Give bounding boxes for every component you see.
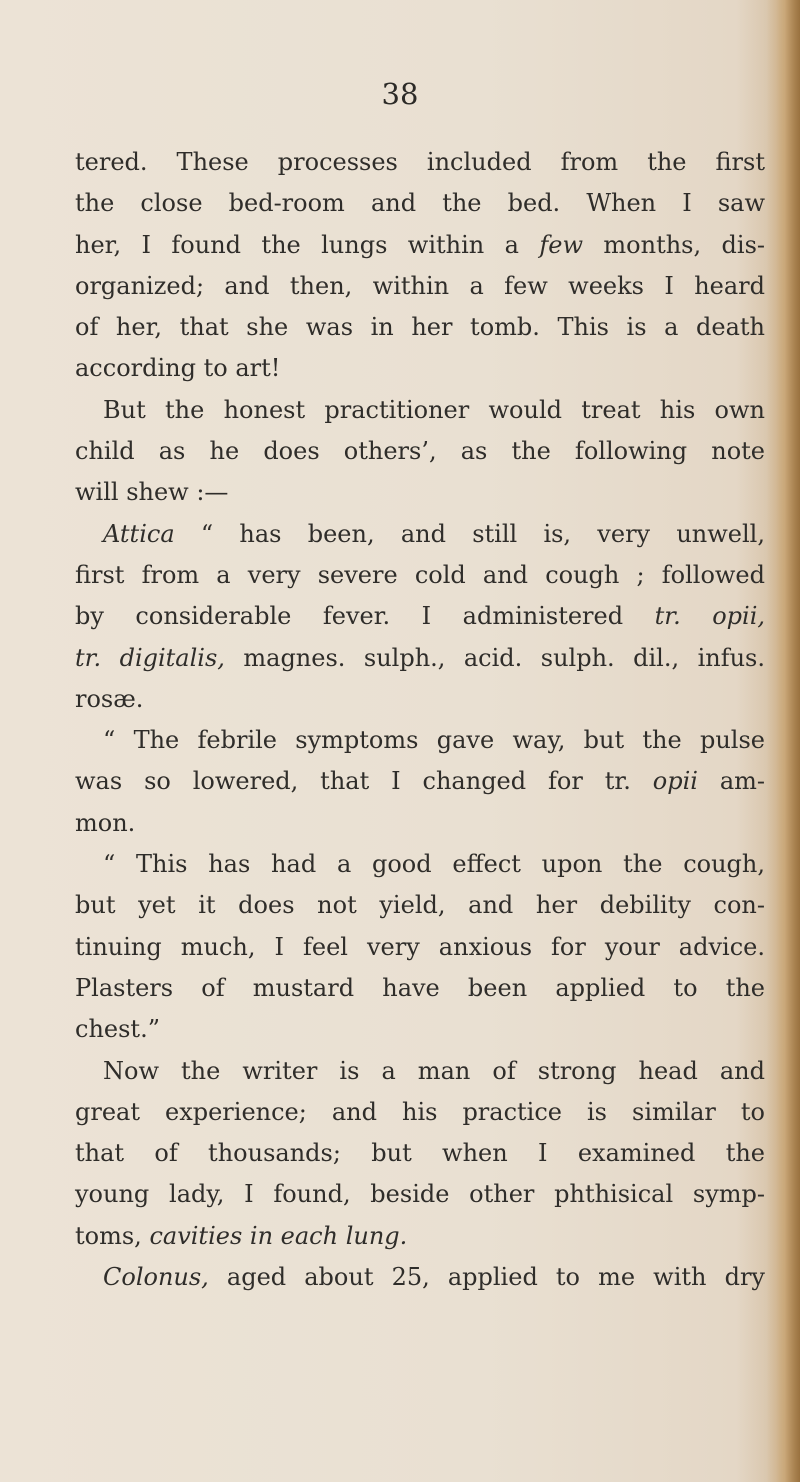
text-line-12 bbox=[75, 596, 765, 637]
line-9-segment-1: will shew :— bbox=[75, 478, 229, 507]
line-26-segment-1: young lady, I found, beside other phthisical symp- bbox=[75, 1180, 765, 1209]
text-line-9 bbox=[75, 472, 765, 513]
text-line-8 bbox=[75, 431, 765, 472]
line-28-segment-2: aged about 25, applied to me with dry bbox=[208, 1263, 765, 1292]
line-3-segment-1: her, I found the lungs within a bbox=[75, 230, 540, 259]
line-27-segment-2: cavities in each lung. bbox=[149, 1221, 408, 1250]
text-line-20 bbox=[75, 927, 765, 968]
text-line-27 bbox=[75, 1216, 765, 1257]
line-2-segment-1: the close bed-room and the bed. When I saw bbox=[75, 189, 765, 218]
text-line-25 bbox=[75, 1133, 765, 1174]
text-line-7 bbox=[75, 390, 765, 431]
line-24-segment-1: great experience; and his practice is similar to bbox=[75, 1097, 765, 1126]
line-16-segment-3: am- bbox=[697, 767, 766, 796]
line-18-segment-1: “ This has had a good effect upon the cough, bbox=[103, 850, 765, 879]
text-line-23 bbox=[75, 1051, 765, 1092]
page-edge-stain bbox=[766, 0, 800, 1482]
line-13-segment-2: magnes. sulph., acid. sulph. dil., infus. bbox=[224, 643, 765, 672]
line-23-segment-1: Now the writer is a man of strong head and bbox=[103, 1056, 765, 1085]
line-6-segment-1: according to art! bbox=[75, 354, 281, 383]
line-22-segment-1: chest.” bbox=[75, 1015, 160, 1044]
text-line-26 bbox=[75, 1174, 765, 1215]
line-5-segment-1: of her, that she was in her tomb. This is a death bbox=[75, 313, 765, 342]
line-16-segment-1: was so lowered, that I changed for tr. bbox=[75, 767, 653, 796]
line-11-segment-1: first from a very severe cold and cough ; followed bbox=[75, 560, 765, 589]
line-17-segment-1: mon. bbox=[75, 808, 136, 837]
text-line-2 bbox=[75, 183, 765, 224]
text-line-19 bbox=[75, 885, 765, 926]
page-number: 38 bbox=[381, 77, 419, 111]
text-line-13 bbox=[75, 638, 765, 679]
line-10-segment-2: “ has been, and still is, very unwell, bbox=[174, 519, 765, 548]
line-12-segment-2: tr. opii, bbox=[654, 602, 765, 631]
line-27-segment-1: toms, bbox=[75, 1221, 150, 1250]
line-10-segment-1: Attica bbox=[103, 519, 175, 548]
text-line-3 bbox=[75, 225, 765, 266]
line-21-segment-1: Plasters of mustard have been applied to the bbox=[75, 973, 765, 1002]
line-19-segment-1: but yet it does not yield, and her debility con- bbox=[75, 891, 765, 920]
line-3-segment-3: months, dis- bbox=[583, 230, 765, 259]
line-28-segment-1: Colonus, bbox=[103, 1263, 209, 1292]
line-3-segment-2: few bbox=[539, 230, 584, 259]
line-1-segment-1: tered. These processes included from the first bbox=[75, 148, 765, 176]
text-line-6 bbox=[75, 348, 765, 389]
line-4-segment-1: organized; and then, within a few weeks I heard bbox=[75, 271, 765, 300]
line-25-segment-1: that of thousands; but when I examined the bbox=[75, 1139, 765, 1168]
text-line-14 bbox=[75, 679, 765, 720]
body-text bbox=[75, 142, 765, 1298]
text-line-4 bbox=[75, 266, 765, 307]
text-line-17 bbox=[75, 803, 765, 844]
text-line-21 bbox=[75, 968, 765, 1009]
line-15-segment-1: “ The febrile symptoms gave way, but the pulse bbox=[103, 726, 765, 755]
line-13-segment-1: tr. digitalis, bbox=[75, 643, 225, 672]
text-line-15 bbox=[75, 720, 765, 761]
text-line-11 bbox=[75, 555, 765, 596]
text-line-22 bbox=[75, 1009, 765, 1050]
line-8-segment-1: child as he does others’, as the following note bbox=[75, 437, 765, 466]
line-20-segment-1: tinuing much, I feel very anxious for your advice. bbox=[75, 932, 765, 961]
line-14-segment-1: rosæ. bbox=[75, 684, 144, 713]
text-line-24 bbox=[75, 1092, 765, 1133]
text-line-28 bbox=[75, 1257, 765, 1298]
line-16-segment-2: opii bbox=[652, 767, 698, 796]
text-line-1 bbox=[75, 142, 765, 183]
line-7-segment-1: But the honest practitioner would treat his own bbox=[103, 395, 765, 424]
text-line-16 bbox=[75, 761, 765, 802]
text-line-10 bbox=[75, 514, 765, 555]
text-line-18 bbox=[75, 844, 765, 885]
text-line-5 bbox=[75, 307, 765, 348]
line-12-segment-1: by considerable fever. I administered bbox=[75, 602, 655, 631]
